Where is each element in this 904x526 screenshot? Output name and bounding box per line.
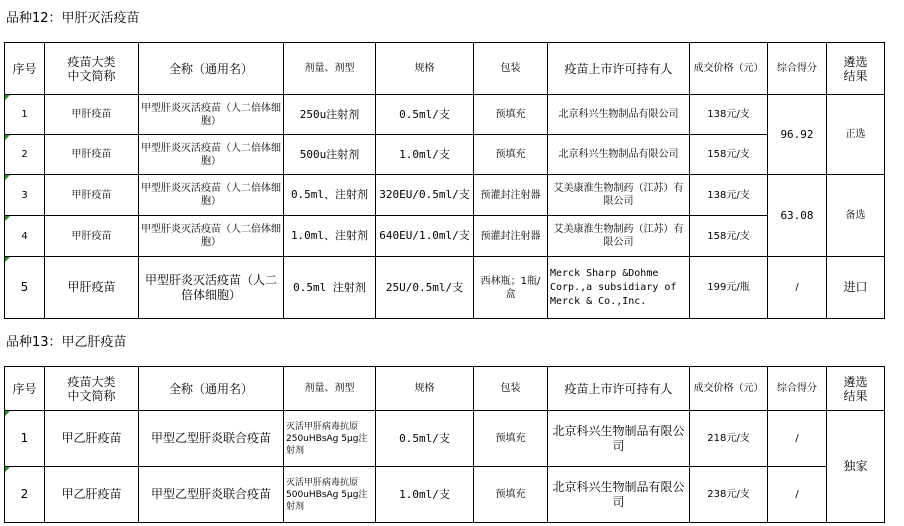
package-cell: 预填充	[474, 95, 548, 135]
header-cell: 序号	[5, 367, 45, 411]
header-cell	[827, 43, 885, 95]
price-cell: 138元/支	[690, 95, 768, 135]
header-cell-text: 遴选 结果	[843, 374, 868, 403]
full-name-cell: 甲型肝炎灭活疫苗（人二倍体细胞）	[139, 135, 284, 175]
header-cell: 全称（通用名）	[139, 43, 284, 95]
spec-cell: 25U/0.5ml/支	[376, 257, 474, 319]
package-cell: 西林瓶；1瓶/盒	[474, 257, 548, 319]
header-cell-text: 疫苗大类 中文简称	[67, 374, 116, 403]
header-cell	[45, 43, 139, 95]
full-name-cell: 甲型肝炎灭活疫苗（人二倍体细胞）	[139, 216, 284, 257]
row-number: 4	[5, 216, 45, 257]
result-cell: 备选	[827, 175, 885, 257]
header-cell: 规格	[376, 43, 474, 95]
package-cell: 预灌封注射器	[474, 175, 548, 216]
holder-cell: 北京科兴生物制品有限公司	[548, 411, 690, 467]
dose-cell: 250u注射剂	[284, 95, 376, 135]
full-name-cell: 甲型肝炎灭活疫苗（人二倍体细胞）	[139, 95, 284, 135]
result-cell: 进口	[827, 257, 885, 319]
score-cell: /	[768, 411, 827, 467]
header-row	[5, 367, 885, 411]
vaccine-table-12	[4, 42, 885, 319]
table-row	[5, 135, 885, 175]
row-number: 1	[5, 411, 45, 467]
table-row	[5, 467, 885, 523]
row-number: 1	[5, 95, 45, 135]
category-cell: 甲乙肝疫苗	[45, 467, 139, 523]
header-cell: 全称（通用名）	[139, 367, 284, 411]
header-cell: 序号	[5, 43, 45, 95]
full-name-cell: 甲型肝炎灭活疫苗（人二倍体细胞）	[139, 175, 284, 216]
table-row	[5, 216, 885, 257]
result-cell: 独家	[827, 411, 885, 523]
price-cell: 238元/支	[690, 467, 768, 523]
header-cell	[45, 367, 139, 411]
header-cell: 包装	[474, 43, 548, 95]
header-cell: 包装	[474, 367, 548, 411]
category-cell: 甲肝疫苗	[45, 95, 139, 135]
score-cell: /	[768, 467, 827, 523]
header-cell: 规格	[376, 367, 474, 411]
header-cell: 成交价格（元）	[690, 367, 768, 411]
header-row	[5, 43, 885, 95]
category-cell: 甲肝疫苗	[45, 175, 139, 216]
holder-cell: 艾美康淮生物制药（江苏）有限公司	[548, 175, 690, 216]
table-row	[5, 175, 885, 216]
header-cell: 剂量、剂型	[284, 43, 376, 95]
row-number: 2	[5, 467, 45, 523]
full-name-cell: 甲型肝炎灭活疫苗（人二倍体细胞）	[139, 257, 284, 319]
holder-cell: 艾美康淮生物制药（江苏）有限公司	[548, 216, 690, 257]
header-cell: 剂量、剂型	[284, 367, 376, 411]
result-cell: 正选	[827, 95, 885, 175]
package-cell: 预填充	[474, 135, 548, 175]
dose-cell: 0.5ml 注射剂	[284, 257, 376, 319]
dose-cell: 灭活甲肝病毒抗原500uHBsAg 5μg注射剂	[284, 467, 376, 523]
spec-cell: 1.0ml/支	[376, 135, 474, 175]
score-cell: 96.92	[768, 95, 827, 175]
price-cell: 158元/支	[690, 216, 768, 257]
spec-cell: 0.5ml/支	[376, 411, 474, 467]
price-cell: 138元/支	[690, 175, 768, 216]
category-cell: 甲肝疫苗	[45, 257, 139, 319]
package-cell: 预填充	[474, 467, 548, 523]
price-cell: 218元/支	[690, 411, 768, 467]
header-cell	[827, 367, 885, 411]
holder-cell: 北京科兴生物制品有限公司	[548, 467, 690, 523]
row-number: 2	[5, 135, 45, 175]
dose-cell: 500u注射剂	[284, 135, 376, 175]
category-cell: 甲肝疫苗	[45, 135, 139, 175]
table-row	[5, 257, 885, 319]
vaccine-table-13	[4, 366, 885, 523]
spec-cell: 1.0ml/支	[376, 467, 474, 523]
header-cell-text: 疫苗大类 中文简称	[67, 54, 116, 83]
table-row	[5, 95, 885, 135]
price-cell: 199元/瓶	[690, 257, 768, 319]
header-cell: 疫苗上市许可持有人	[548, 43, 690, 95]
package-cell: 预填充	[474, 411, 548, 467]
holder-cell: Merck Sharp &Dohme Corp.,a subsidiary of Merck & Co.,Inc.	[548, 257, 690, 319]
header-cell: 疫苗上市许可持有人	[548, 367, 690, 411]
header-cell: 综合得分	[768, 43, 827, 95]
row-number: 3	[5, 175, 45, 216]
holder-cell: 北京科兴生物制品有限公司	[548, 95, 690, 135]
spec-cell: 640EU/1.0ml/支	[376, 216, 474, 257]
dose-cell: 1.0ml、注射剂	[284, 216, 376, 257]
category-cell: 甲肝疫苗	[45, 216, 139, 257]
spec-cell: 0.5ml/支	[376, 95, 474, 135]
dose-cell: 0.5ml、注射剂	[284, 175, 376, 216]
full-name-cell: 甲型乙型肝炎联合疫苗	[139, 411, 284, 467]
table-row	[5, 411, 885, 467]
section-title: 品种13：甲乙肝疫苗	[6, 335, 127, 350]
score-cell: 63.08	[768, 175, 827, 257]
price-cell: 158元/支	[690, 135, 768, 175]
section-title: 品种12：甲肝灭活疫苗	[6, 11, 140, 26]
header-cell: 综合得分	[768, 367, 827, 411]
package-cell: 预灌封注射器	[474, 216, 548, 257]
full-name-cell: 甲型乙型肝炎联合疫苗	[139, 467, 284, 523]
category-cell: 甲乙肝疫苗	[45, 411, 139, 467]
header-cell: 成交价格（元）	[690, 43, 768, 95]
dose-cell: 灭活甲肝病毒抗原250uHBsAg 5μg注射剂	[284, 411, 376, 467]
spec-cell: 320EU/0.5ml/支	[376, 175, 474, 216]
header-cell-text: 遴选 结果	[843, 54, 868, 83]
row-number: 5	[5, 257, 45, 319]
holder-cell: 北京科兴生物制品有限公司	[548, 135, 690, 175]
score-cell: /	[768, 257, 827, 319]
